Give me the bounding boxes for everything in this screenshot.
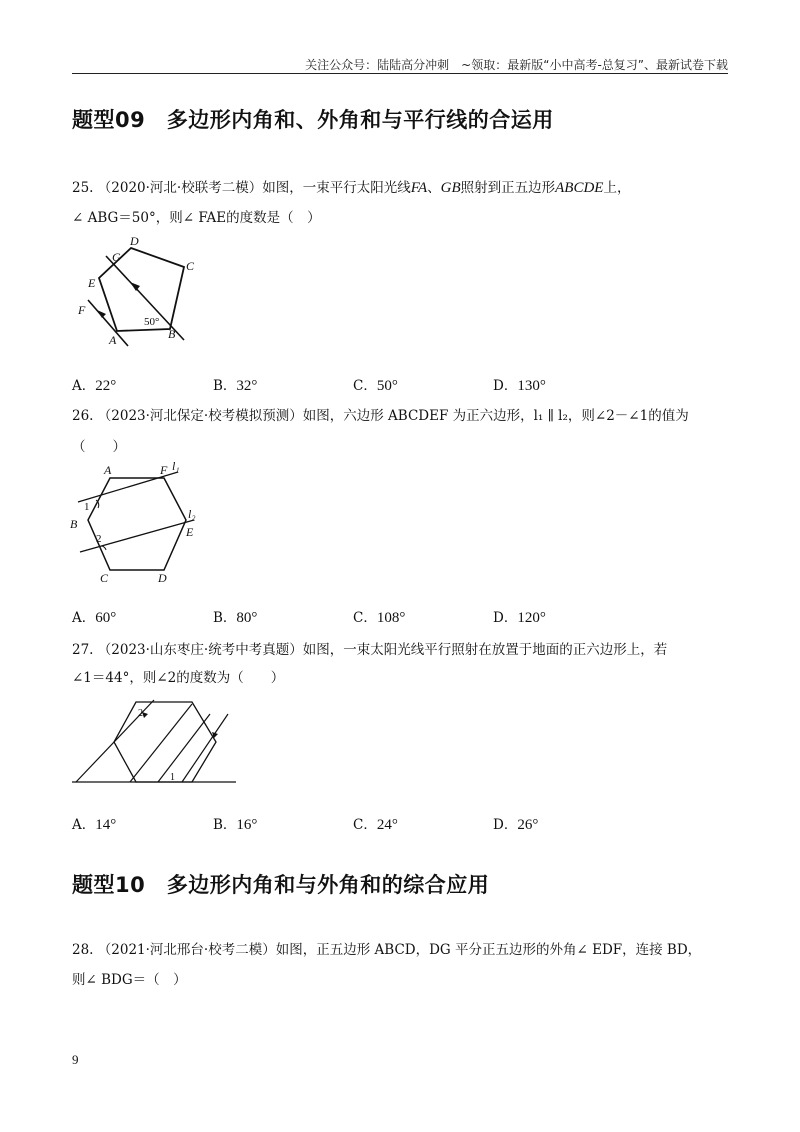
math-fa: FA	[410, 180, 428, 196]
option-b: B．32°	[213, 378, 258, 394]
angle-label: 50°	[144, 316, 160, 328]
question-number: 27.	[72, 642, 94, 658]
question-27-line2: ∠1＝44°，则∠2的度数为（ ）	[72, 670, 285, 686]
figure-27-hexagon	[70, 694, 238, 790]
question-28-line1	[72, 938, 701, 958]
option-c: C．24°	[353, 817, 398, 833]
label-c: C	[100, 571, 109, 585]
question-text: 照射到正五边形	[460, 180, 556, 196]
label-a: A	[104, 463, 112, 477]
question-text: 如图，正五边形 ABCD，DG 平分正五边形的外角∠ EDF，连接 BD，	[275, 942, 702, 958]
option-d: D．120°	[493, 610, 546, 626]
label-f: F	[78, 303, 86, 317]
angle-1: 1	[170, 772, 175, 783]
header-rule	[72, 73, 728, 74]
separator: 、	[427, 180, 441, 196]
label-f: F	[160, 463, 168, 477]
question-number: 26.	[72, 408, 94, 424]
question-source: （2023·山东枣庄·统考中考真题）	[97, 642, 303, 658]
page-number: 9	[72, 1052, 79, 1067]
question-source: （2023·河北保定·校考模拟预测）	[97, 408, 303, 424]
question-28-line2: 则∠ BDG＝（ ）	[72, 972, 187, 988]
angle-2: 2	[96, 533, 102, 545]
option-c: C．108°	[353, 610, 406, 626]
question-25-line2: ∠ ABG＝50°，则∠ FAE的度数是（ ）	[72, 210, 321, 226]
label-l2: l₂	[188, 507, 196, 521]
label-d: D	[130, 234, 139, 248]
option-d: D．130°	[493, 378, 546, 394]
question-number: 28.	[72, 942, 94, 958]
label-g: G	[112, 250, 121, 264]
question-26-line1	[72, 404, 689, 424]
label-c: C	[186, 259, 195, 273]
label-e: E	[88, 276, 96, 290]
label-l1: l₁	[172, 459, 180, 473]
question-source: （2020·河北·校联考二模）	[97, 180, 263, 196]
question-26-line2: （ ）	[72, 439, 126, 455]
label-a: A	[109, 333, 117, 347]
label-b: B	[168, 327, 176, 341]
figure-26-hexagon	[66, 458, 216, 588]
option-c: C．50°	[353, 378, 398, 394]
question-text: 上，	[603, 180, 631, 196]
option-a: A．22°	[72, 378, 117, 394]
figure-25-pentagon	[72, 234, 222, 354]
section-title-10: 题型10 多边形内角和与外角和的综合应用	[72, 873, 490, 897]
section-title-09: 题型09 多边形内角和、外角和与平行线的合运用	[72, 108, 554, 132]
math-gb: GB	[440, 180, 461, 196]
question-text: 如图，一束平行太阳光线	[262, 180, 411, 196]
question-number: 25.	[72, 180, 94, 196]
option-a: A．60°	[72, 610, 117, 626]
label-b: B	[70, 517, 78, 531]
option-d: D．26°	[493, 817, 539, 833]
angle-1: 1	[84, 501, 90, 513]
question-text: 如图，六边形 ABCDEF 为正六边形，l₁ ∥ l₂，则∠2－∠1的值为	[302, 408, 689, 424]
label-d: D	[158, 571, 167, 585]
angle-2: 2	[138, 708, 143, 719]
question-text: 如图，一束太阳光线平行照射在放置于地面的正六边形上，若	[302, 642, 668, 658]
math-abcde: ABCDE	[555, 180, 604, 196]
option-b: B．16°	[213, 817, 258, 833]
question-27-line1	[72, 638, 667, 658]
label-e: E	[186, 525, 194, 539]
option-a: A．14°	[72, 817, 117, 833]
page-header: 关注公众号：陆陆高分冲刺 ~领取：最新版“小中高考-总复习”、最新试卷下载	[305, 58, 728, 72]
question-25-line1	[72, 176, 630, 197]
option-b: B．80°	[213, 610, 258, 626]
question-source: （2021·河北邢台·校考二模）	[97, 942, 276, 958]
